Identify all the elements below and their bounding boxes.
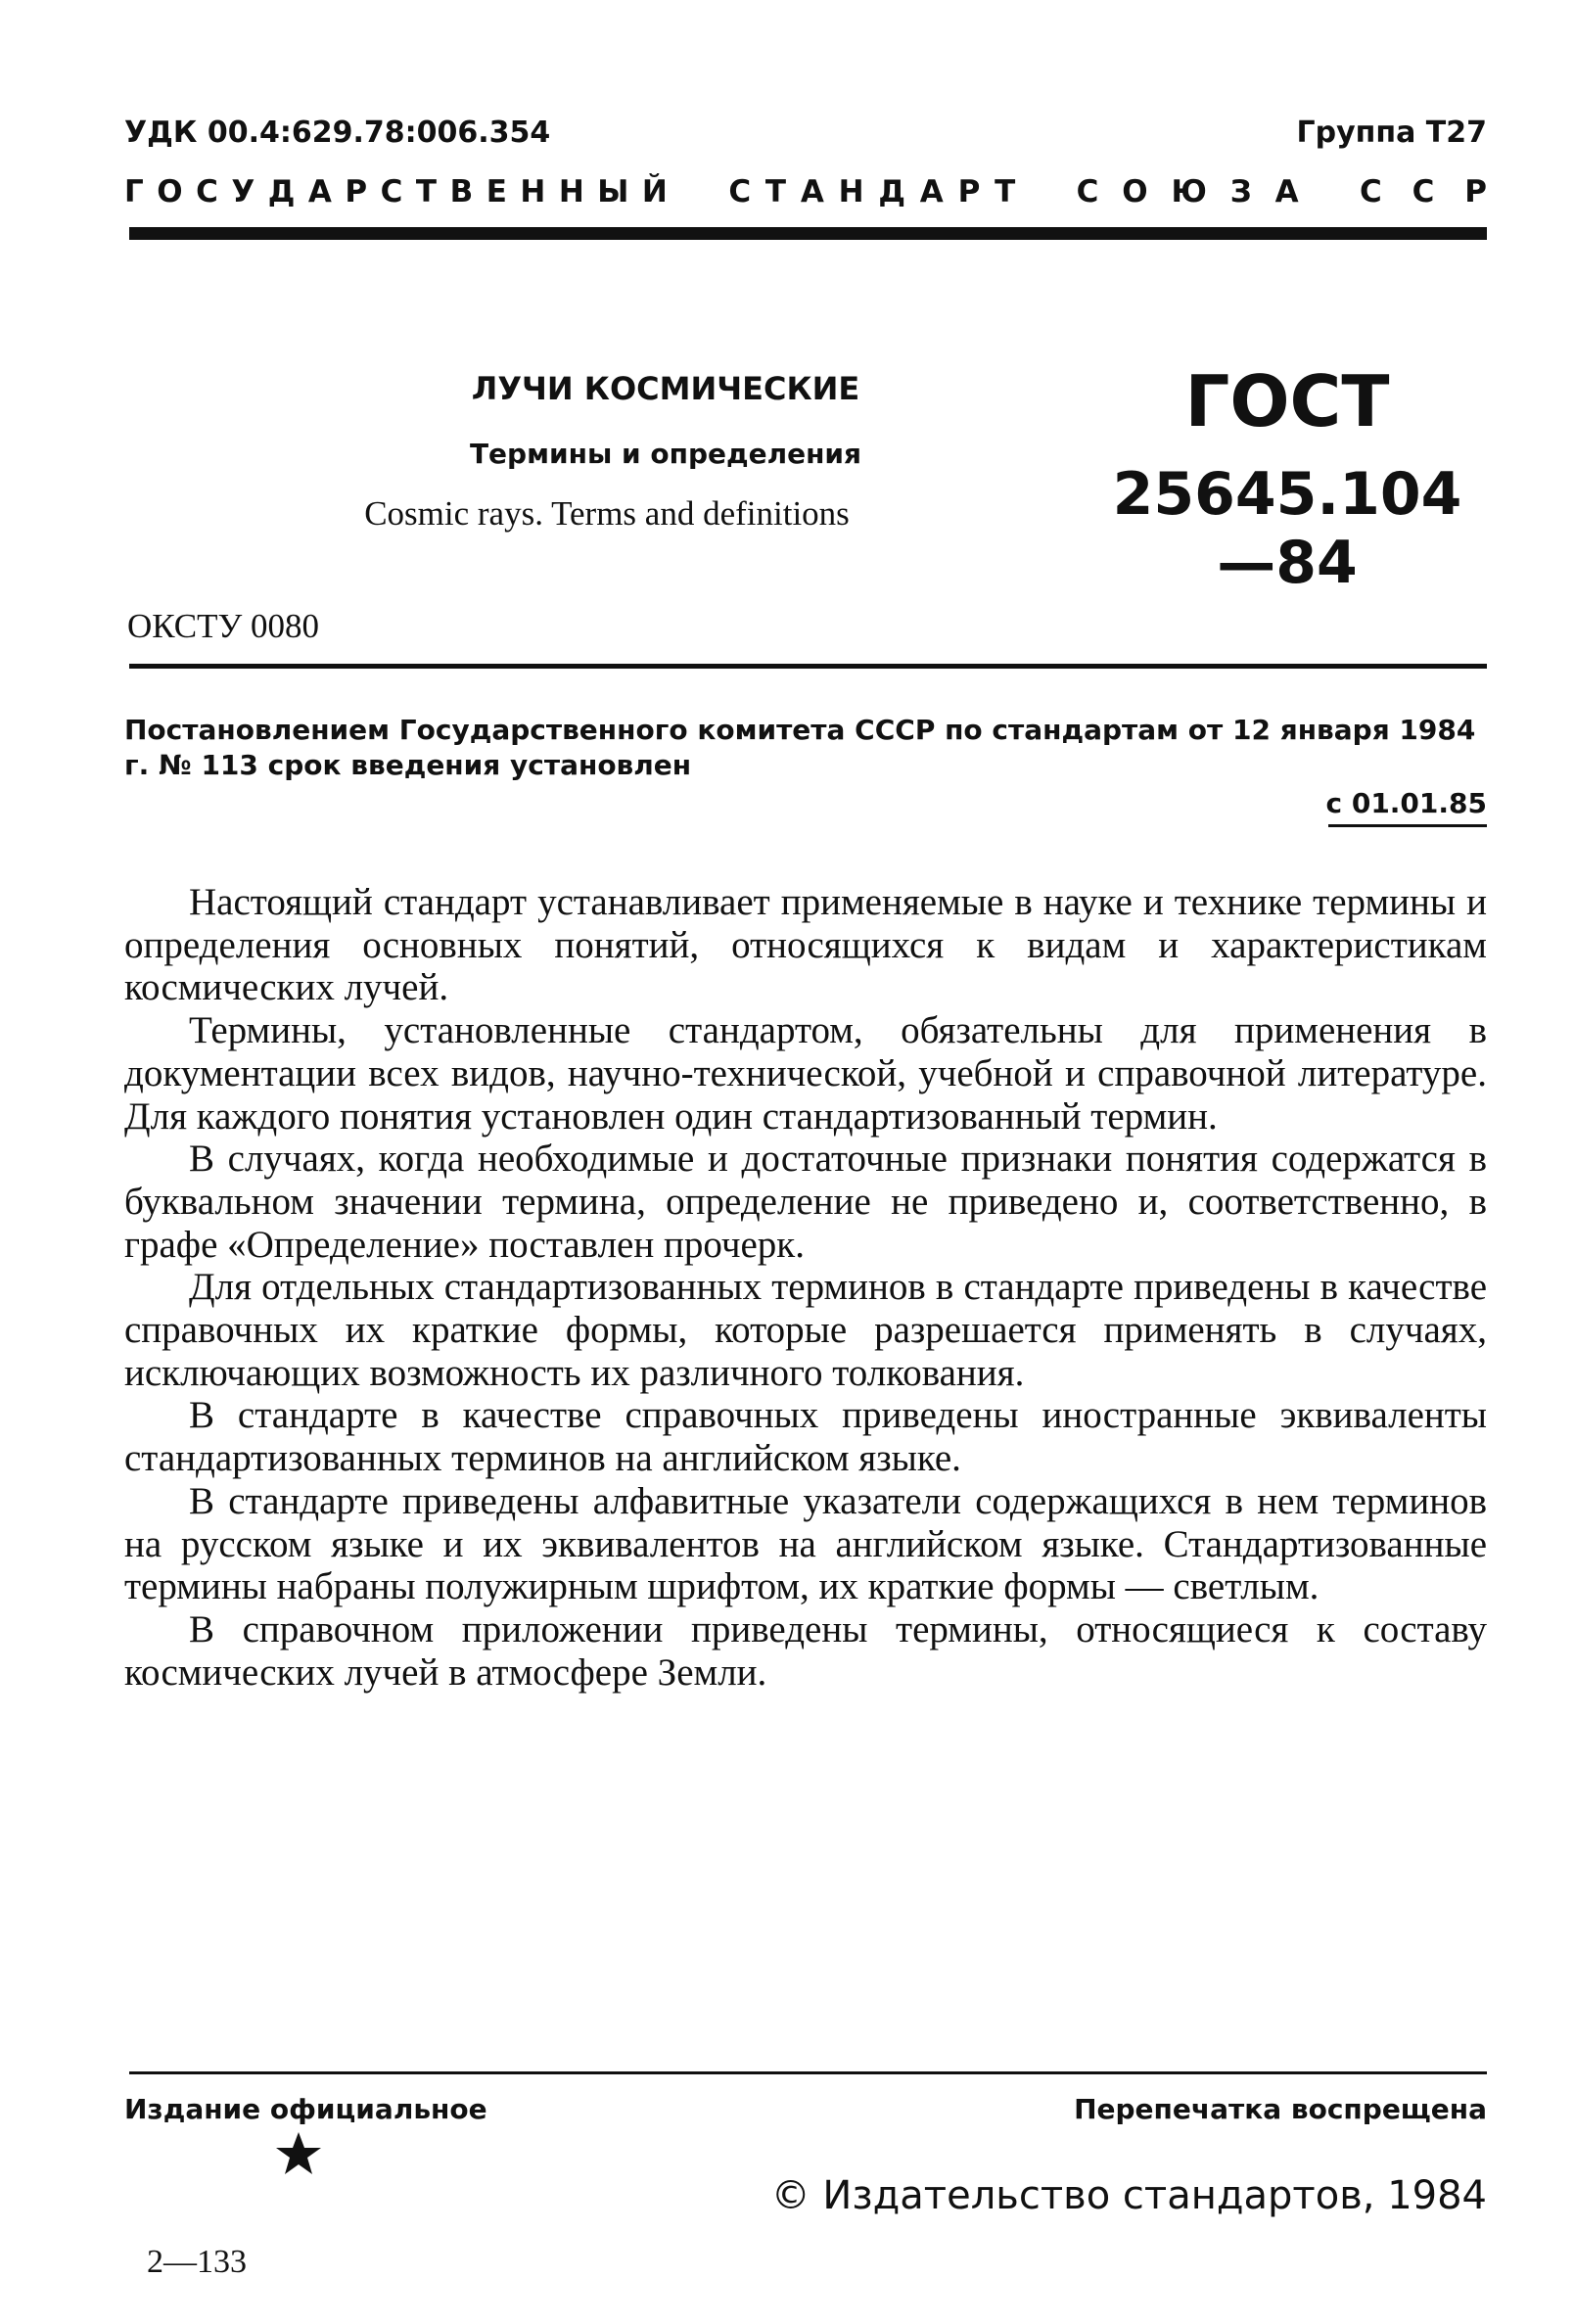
state-word-4: С С Р (1359, 174, 1487, 209)
paragraph-6: В стандарте приведены алфавитные указатели содержащихся в нем терминов на русском языке и их эквивалентов на английском языке. Стандартизованные термины набраны полужирным шрифтом, их краткие формы — светлым. (124, 1479, 1487, 1608)
paragraph-4: Для отдельных стандартизованных терминов в стандарте приведены в качестве справочных их краткие формы, которые разрешается применять в случаях, исключающих возможность их различного толкования. (124, 1266, 1487, 1394)
udk-code: УДК 00.4:629.78:006.354 (124, 116, 551, 150)
body-text (124, 881, 1487, 1694)
gost-label: ГОСТ (1184, 360, 1390, 442)
document-title: ЛУЧИ КОСМИЧЕСКИЕ (471, 370, 860, 407)
paragraph-5: В стандарте в качестве справочных приведены иностранные эквиваленты стандартизованных терминов на английском языке. (124, 1394, 1487, 1480)
paragraph-7: В справочном приложении приведены термины, относящиеся к составу космических лучей в атмосфере Земли. (124, 1607, 1487, 1694)
state-word-1: Г О С У Д А Р С Т В Е Н Н Ы Й (124, 174, 668, 209)
title-rule (129, 664, 1487, 669)
star-icon (275, 2130, 322, 2177)
date-underline (1328, 824, 1487, 827)
english-title: Cosmic rays. Terms and definitions (364, 494, 850, 533)
header-rule (129, 227, 1487, 240)
reprint-notice: Перепечатка воспрещена (1074, 2093, 1487, 2125)
decree-text: Постановлением Государственного комитета СССР по стандартам от 12 января 1984 г. № 113 срок введения установлен (124, 714, 1476, 781)
document-subtitle: Термины и определения (469, 438, 862, 470)
oksty-code: ОКСТУ 0080 (127, 607, 320, 645)
publisher-copyright: © Издательство стандартов, 1984 (770, 2173, 1487, 2218)
effective-date: с 01.01.85 (1325, 787, 1487, 819)
paragraph-2: Термины, установленные стандартом, обязательны для применения в документации всех видов, научно-технической, учебной и справочной литературе. Для каждого понятия установлен один стандартизованный термин. (124, 1009, 1487, 1138)
footer-rule (129, 2071, 1487, 2074)
state-standard-heading (124, 174, 1487, 209)
page-code: 2—133 (147, 2244, 247, 2280)
official-edition: Издание официальное (124, 2093, 487, 2125)
state-word-2: С Т А Н Д А Р Т (728, 174, 1016, 209)
paragraph-1: Настоящий стандарт устанавливает применяемые в науке и технике термины и определения основных понятий, относящихся к видам и характеристикам космических лучей. (124, 881, 1487, 1009)
state-word-3: С О Ю З А (1076, 174, 1299, 209)
group-code: Группа Т27 (1296, 116, 1487, 150)
paragraph-3: В случаях, когда необходимые и достаточные признаки понятия содержатся в буквальном значении термина, определение не приведено и, соответственно, в графе «Определение» поставлен прочерк. (124, 1138, 1487, 1266)
gost-number: 25645.104—84 (1112, 460, 1462, 597)
